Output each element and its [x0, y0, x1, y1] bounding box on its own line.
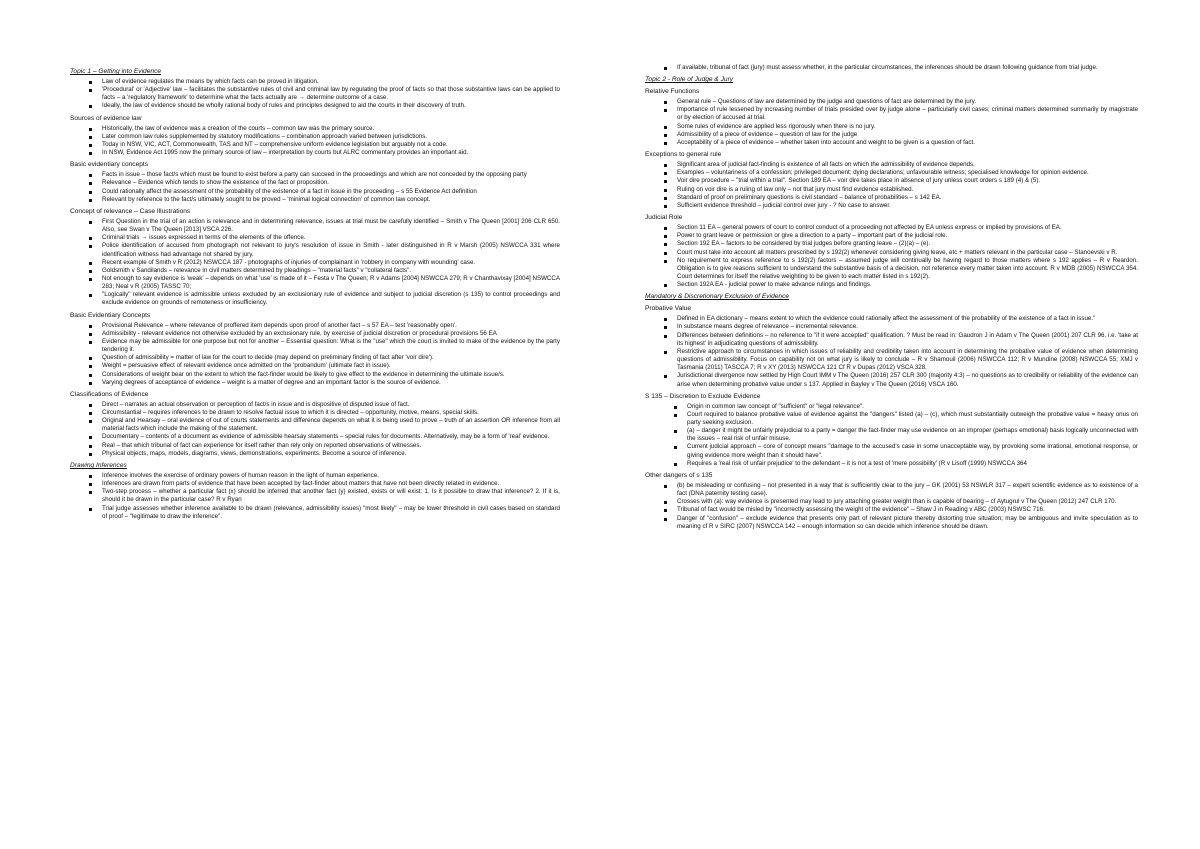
bullet-item: In NSW, Evidence Act 1995 now the primary source of law – interpretation by courts but ALRC commentary provides an important aid.: [70, 149, 560, 157]
bullet-list: [645, 64, 1138, 72]
bullet-item: Relevant by reference to the fact/s ultimately sought to be proved – 'minimal logical connection' of common law concept.: [70, 196, 560, 204]
section-heading: Relative Functions: [645, 88, 700, 96]
section-heading: Other dangers of s 135: [645, 471, 713, 479]
bullet-item: Court must take into account all matters prescribed by s 192(2) whenever considering giving leave, etc + matters relevant in the particular case – Stanoevski v R.: [645, 249, 1138, 257]
bullet-list: [70, 78, 560, 111]
bullet-item: Sufficient evidence threshold – judicial control over jury - ? No case to answer.: [645, 202, 1138, 210]
bullet-item: Crosses with (a): way evidence is presented may lead to jury attaching greater weight than is capable of bearing – cf Aytugrul v The Queen (2012) 247 CLR 170.: [645, 498, 1138, 506]
bullet-item: Trial judge assesses whether inference available to be drawn (relevance, admissibility issues) "most likely" – may be lower threshold in civil cases based on standard of proof – "legitimate to draw the inference".: [70, 505, 560, 521]
bullet-item: If available, tribunal of fact (jury) must assess whether, in the particular circumstances, the inferences should be drawn following guidance from trial judge.: [645, 64, 1138, 72]
bullet-item: Ruling on voir dire is a ruling of law only – not that jury must find evidence established.: [645, 186, 1138, 194]
section-heading: Judicial Role: [645, 214, 683, 222]
bullet-item: Tribunal of fact would be misled by "incorrectly assessing the weight of the evidence" – Shaw J in Reading v ABC (2003) NSWSC 716.: [645, 506, 1138, 514]
bullet-item: Original and Hearsay – oral evidence of out of courts statements and difference depends on what it is being used to prove – truth of an assertion OR inference from all material facts which include the making of the statement.: [70, 417, 560, 433]
bullet-item: Evidence may be admissible for one purpose but not for another – Essential question: What is the "use" which the court is invited to make of the evidence by the party tendering it.: [70, 338, 560, 354]
section-untitled: [645, 64, 1138, 72]
bullet-item: (a) – danger it might be unfairly prejudicial to a party = danger the fact-finder may use evidence on an improper (perhaps emotional) basis logically unconnected with the issues – real risk of unfair misuse.: [645, 427, 1138, 443]
section-heading: Drawing Inferences: [70, 461, 127, 469]
bullet-item: (b) be misleading or confusing – not presented in a way that is sufficiently clear to the jury – GK (2001) 53 NSWLR 317 – expert scientific evidence as to existence of a fact (DNA paternity testing case).: [645, 482, 1138, 498]
bullet-list: [645, 224, 1138, 289]
bullet-item: Section 192A EA - judicial power to make advance rulings and findings.: [645, 281, 1138, 289]
bullet-item: Requires a 'real risk of unfair prejudice' to the defendant – it is not a test of 'mere possibility' (R v Lisoff (1999) NSWCCA 364: [645, 460, 1138, 468]
section-judicial-role: [645, 213, 1138, 289]
bullet-list: [645, 403, 1138, 468]
bullet-item: Physical objects, maps, models, diagrams, views, demonstrations, experiments. Become a source of inference.: [70, 450, 560, 458]
bullet-list: [645, 98, 1138, 147]
section-basic-evidentiary-concepts: [70, 160, 560, 204]
bullet-list: [70, 472, 560, 521]
bullet-item: Voir dire procedure – "trial within a trial". Section 189 EA – voir dire takes place in absence of jury unless court orders s 189 (4) & (5).: [645, 177, 1138, 185]
bullet-item: In substance means degree of relevance – incremental relevance.: [645, 323, 1138, 331]
bullet-item: Inference involves the exercise of ordinary powers of human reason in the light of human experience.: [70, 472, 560, 480]
section-mandatory-discretionary-exclusion-of-evidence: [645, 292, 1138, 301]
bullet-item: Weight = persuasive effect of relevant evidence once admitted on the 'probandum' (ultimate fact in issue).: [70, 362, 560, 370]
section-basic-evidentiary-concepts: [70, 311, 560, 387]
bullet-item: Inferences are drawn from parts of evidence that have been accepted by fact-finder about matters that have not been directly related in evidence.: [70, 480, 560, 488]
bullet-item: 'Procedural' or 'Adjective' law – facilitates the substantive rules of civil and criminal law by regulating the proof of facts so that those substantive laws can be applied to facts – a 'regulatory framework' to determine what the facts actually are → determine outcome of a case.: [70, 86, 560, 102]
bullet-item: Circumstantial – requires inferences to be drawn to resolve factual issue to which it is directed – opportunity, motive, means, special skills.: [70, 409, 560, 417]
bullet-item: First Question in the trial of an action is relevance and in determining relevance, issues at trial must be carefully identified – Smith v The Queen [2001] 206 CLR 650. Also, see Swan v The Queen [2013] VSCA 226.: [70, 218, 560, 234]
bullet-item: Jurisdictional divergence now settled by High Court IMM v The Queen (2016) 257 CLR 300 (majority 4:3) – no questions as to credibility or reliability of the evidence can arise when determining probative value under s 137. Applied in Bayley v The Queen (2016) VSCA 160.: [645, 372, 1138, 388]
bullet-item: Documentary – contents of a document as evidence of admissible hearsay statements – special rules for documents. Alternatively, may be a form of 'real' evidence.: [70, 433, 560, 441]
bullet-item: No requirement to express reference to s 192(2) factors – assumed judge will continually be having regard to those matters where s 192 applies – R v Reardon. Obligation is to give reasons sufficient to understand the substantive basis of a decision, not reference every matter taken into account. R v MDB (2005) NSWCCA 354. Court determines for itself the relative weighting to be given to each matter listed in s 192(2).: [645, 257, 1138, 281]
bullet-item: Danger of "confusion" – exclude evidence that presents only part of relevant picture thereby distorting true situation; may be ambiguous and invite speculation as to meaning cf R v SIRC (2007) NSWCCA 142 – enough information so can decide which inference should be drawn.: [645, 515, 1138, 531]
bullet-item: Not enough to say evidence is 'weak' – depends on what 'use' is made of it – Festa v The Queen; R v Adams [2004] NSWCCA 279; R v Chanthavixay [2004] NSWCCA 283; Neal v R (2005) TASSC 70;: [70, 275, 560, 291]
bullet-item: Defined in EA dictionary – means extent to which the evidence could rationally affect the assessment of the probability of the existence of a fact in issue.": [645, 315, 1138, 323]
bullet-item: Real – that which tribunal of fact can experience for itself rather than rely only on reported observations of witnesses.: [70, 442, 560, 450]
bullet-list: [70, 322, 560, 387]
bullet-item: Considerations of weight bear on the extent to which the fact-finder would be likely to give effect to the evidence in determining the ultimate issue/s.: [70, 371, 560, 379]
bullet-list: [70, 125, 560, 158]
bullet-list: [645, 482, 1138, 531]
section-relative-functions: [645, 87, 1138, 147]
bullet-item: Origin in common law concept of "sufficient" or "legal relevance".: [645, 403, 1138, 411]
bullet-item: Examples – voluntariness of a confession; privileged document; dying declarations; unfavourable witness; specialised knowledge for opinion evidence.: [645, 169, 1138, 177]
bullet-item: Court required to balance probative value of evidence against the "dangers" listed (a) – (c), which must substantially outweigh the probative value = heavy onus on party seeking exclusion.: [645, 411, 1138, 427]
bullet-item: Two-step process – whether a particular fact (x) should be inferred that another fact (y) existed, exists or will exist: 1. Is it possible to draw that inference? 2. If it is, should it be drawn in the particular case? R v Ryan: [70, 488, 560, 504]
bullet-item: Goldsmith v Sandilands – relevance in civil matters determined by pleadings – "material facts" v "collateral facts".: [70, 267, 560, 275]
section-other-dangers-of-s-135: [645, 471, 1138, 531]
bullet-item: Standard of proof on preliminary questions is civil standard – balance of probabilities – s 142 EA.: [645, 194, 1138, 202]
bullet-item: Significant area of judicial fact-finding is existence of all facts on which the admissibility of evidence depends.: [645, 161, 1138, 169]
bullet-item: Current judicial approach – core of concept means "damage to the accused's case in some unacceptable way, by provoking some irrational, emotional response, or giving evidence more weight than it should have".: [645, 443, 1138, 459]
bullet-item: Later common law rules supplemented by statutory modifications – combination approach varied between jurisdictions.: [70, 133, 560, 141]
bullet-item: Restrictive approach to circumstances in which issues of reliability and credibility taken into account in determining the probative value of evidence when determining questions of admissibility. Focus on capability not on what jury is likely to conclude – R v Shamouil (2006) NSWCCA 112; R v Mundine (2008) NSWCCA 55; XMJ v Tasmania (2011) TASCCA 7; R v XY (2013) NSWCCA 121 Cf R v Dupas (2012) VSCA 328.: [645, 348, 1138, 372]
bullet-item: "Logically" relevant evidence is admissible unless excluded by an exclusionary rule of evidence and subject to judicial discretion (s 135) to control proceedings and exclude evidence on grounds of remoteness or insufficiency.: [70, 291, 560, 307]
bullet-item: Facts in issue – those fact/s which must be found to exist before a party can succeed in the proceedings and which are not conceded by the opposing party: [70, 171, 560, 179]
bullet-item: Acceptability of a piece of evidence – whether taken into account and weight to be given is a question of fact.: [645, 139, 1138, 147]
section-heading: Exceptions to general rule: [645, 151, 722, 159]
bullet-item: Power to grant leave or permission or give a direction to a party – important part of the judicial role.: [645, 232, 1138, 240]
bullet-list: [70, 218, 560, 308]
bullet-item: Criminal trials → issues expressed in terms of the elements of the offence.: [70, 234, 560, 242]
section-heading: Basic Evidentiary Concepts: [70, 311, 151, 319]
bullet-list: [70, 171, 560, 204]
bullet-item: Direct – narrates an actual observation or perception of fact/s in issue and is dispositive of disputed issue of fact.: [70, 401, 560, 409]
bullet-item: Recent example of Smith v R (2012) NSWCCA 187 - photographs of injuries of complainant in 'robbery in company with wounding' case.: [70, 259, 560, 267]
left-column: [70, 64, 560, 523]
section-heading: Mandatory & Discretionary Exclusion of Evidence: [645, 293, 790, 301]
bullet-list: [645, 161, 1138, 210]
bullet-item: Question of admissibility = matter of law for the court to decide (may depend on preliminary finding of fact after 'voir dire').: [70, 354, 560, 362]
section-heading: Probative Value: [645, 305, 692, 313]
section-concept-of-relevance-case-illustrations: [70, 207, 560, 308]
section-heading: Topic 1 – Getting into Evidence: [70, 68, 162, 75]
right-column: [645, 64, 1138, 533]
section-topic-2-role-of-judge-jury: [645, 75, 1138, 84]
bullet-item: Section 11 EA – general powers of court to control conduct of a proceeding not affected by EA unless express or implied by provisions of EA.: [645, 224, 1138, 232]
bullet-item: Differences between definitions – no reference to "if it were accepted" qualification. ? Must be read in: Gaudron J in Adam v The Queen (2001) 207 CLR 96, i.e. 'take at its highest' in adjudicating questions of admissibility.: [645, 332, 1138, 348]
bullet-item: Historically, the law of evidence was a creation of the courts – common law was the primary source.: [70, 125, 560, 133]
bullet-list: [70, 401, 560, 458]
bullet-item: Varying degrees of acceptance of evidence – weight is a matter of degree and an important factor is the source of evidence.: [70, 379, 560, 387]
section-heading: Basic evidentiary concepts: [70, 161, 149, 169]
bullet-item: Admissibility - relevant evidence not otherwise excluded by an exclusionary rule, by exercise of judicial discretion or procedural provisions 56 EA: [70, 330, 560, 338]
bullet-item: Ideally, the law of evidence should be wholly rational body of rules and principles designed to aid the courts in their discovery of truth.: [70, 102, 560, 110]
section-heading: Sources of evidence law: [70, 114, 142, 122]
bullet-item: Importance of rule lessened by increasing number of trials presided over by judge alone – particularly civil cases; criminal matters determined summarily by magistrate or by election of accused at trial.: [645, 106, 1138, 122]
bullet-item: Police identification of accused from photograph not relevant to jury's resolution of issue in Smith - later distinguished in R v Marsh (2005) NSWCCA 331 where identification witness had advantage not shared by jury.: [70, 242, 560, 258]
bullet-item: Provisional Relevance – where relevance of proffered item depends upon proof of another fact – s 57 EA – test 'reasonably open'.: [70, 322, 560, 330]
section-sources-of-evidence-law: [70, 114, 560, 158]
section-heading: Topic 2 - Role of Judge & Jury: [645, 76, 734, 84]
section-s-135-discretion-to-exclude-evidence: [645, 392, 1138, 468]
section-topic-1-getting-into-evidence: [70, 67, 560, 111]
section-heading: Concept of relevance – Case Illustrations: [70, 207, 191, 215]
section-classifications-of-evidence: [70, 390, 560, 458]
bullet-item: Relevance – Evidence which tends to show the existence of the fact or proposition.: [70, 179, 560, 187]
section-heading: Classifications of Evidence: [70, 390, 149, 398]
section-probative-value: [645, 304, 1138, 388]
bullet-item: Today in NSW, VIC, ACT, Commonwealth, TAS and NT – comprehensive uniform evidence legislation but arguably not a code.: [70, 141, 560, 149]
section-drawing-inferences: [70, 461, 560, 521]
section-heading: S 135 – Discretion to Exclude Evidence: [645, 392, 761, 400]
bullet-list: [645, 315, 1138, 388]
bullet-item: Section 192 EA – factors to be considered by trial judges before granting leave – (2)(a) – (e).: [645, 240, 1138, 248]
bullet-item: Could rationally affect the assessment of the probability of the existence of a fact in issue in the proceeding – s 55 Evidence Act definition: [70, 188, 560, 196]
bullet-item: Law of evidence regulates the means by which facts can be proved in litigation.: [70, 78, 560, 86]
section-exceptions-to-general-rule: [645, 150, 1138, 210]
bullet-item: Some rules of evidence are applied less rigorously when there is no jury.: [645, 123, 1138, 131]
bullet-item: Admissibility of a piece of evidence – question of law for the judge: [645, 131, 1138, 139]
bullet-item: General rule – Questions of law are determined by the judge and questions of fact are determined by the jury.: [645, 98, 1138, 106]
